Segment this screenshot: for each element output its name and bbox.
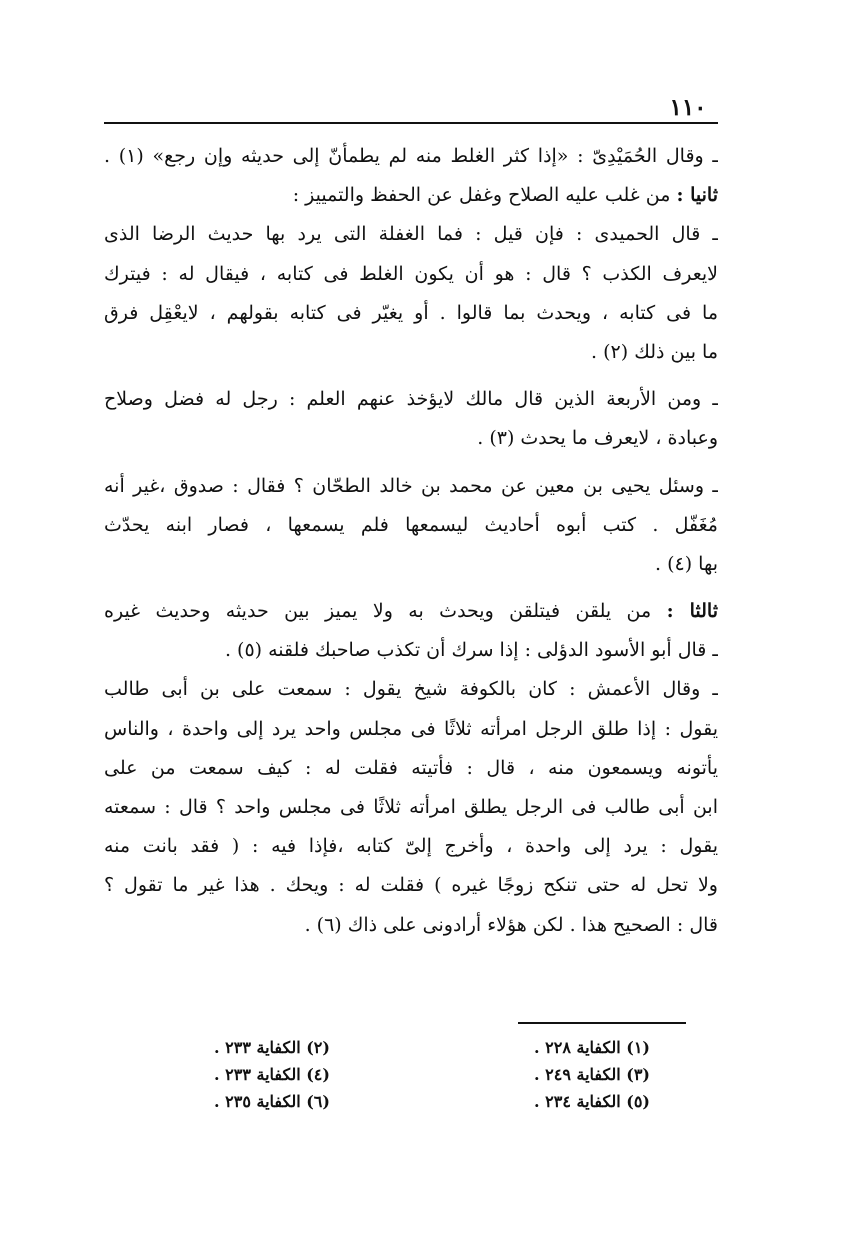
footnote-row xyxy=(214,1088,650,1115)
text-line: ـ ومن الأربعة الذين قال مالك لايؤخذ عنهم العلم : رجل له فضل وصلاح xyxy=(104,388,718,411)
footnote-5: (٥) الكفاية ٢٣٤ . xyxy=(534,1092,650,1111)
text-line: ـ وقال الأعمش : كان بالكوفة شيخ يقول : سمعت على بن أبى طالب xyxy=(104,678,718,701)
text-line: وعبادة ، لايعرف ما يحدث (٣) . xyxy=(477,427,718,450)
text-line: يقول : يرد إلى واحدة ، وأخرج إلىّ كتابه ،فإذا فيه : ( فقد بانت منه xyxy=(104,835,718,858)
footnote-2: (٢) الكفاية ٢٣٣ . xyxy=(214,1038,330,1057)
text-line: بها (٤) . xyxy=(654,552,718,575)
section-heading-second: ثانيا : من غلب عليه الصلاح وغفل عن الحفظ والتمييز : xyxy=(292,184,718,207)
footnote-1: (١) الكفاية ٢٢٨ . xyxy=(534,1038,650,1057)
text-line: يأتونه ويسمعون منه ، قال : فأتيته فقلت له : كيف سمعت من على xyxy=(104,756,718,779)
header-rule xyxy=(104,122,718,124)
footnote-row xyxy=(214,1034,650,1061)
text-line: ـ قال الحميدى : فإن قيل : فما الغفلة التى يرد بها حديث الرضا الذى xyxy=(104,223,718,246)
section-heading-third: ثالثا : من يلقن فيتلقن ويحدث به ولا يميز بين حديثه وحديث غيره xyxy=(104,600,718,623)
page-number: ١١٠ xyxy=(669,94,707,121)
section-heading-lead: ثالثا : xyxy=(666,600,718,623)
text-line: ـ وقال الحُمَيْدِىّ : «إذا كثر الغلط منه لم يطمأنّ إلى حديثه وإن رجع» (١) . xyxy=(104,145,718,167)
footnote-4: (٤) الكفاية ٢٣٣ . xyxy=(214,1065,330,1084)
text-line: قال : الصحيح هذا . لكن هؤلاء أرادونى على ذاك (٦) . xyxy=(304,913,718,936)
section-heading-lead: ثانيا : xyxy=(676,184,718,207)
footnote-row xyxy=(214,1061,650,1088)
text-line: ما فى كتابه ، ويحدث بما قالوا . أو يغيّر فى كتابه بقولهم ، لايعْقِل فرق xyxy=(104,301,718,324)
footnote-rule xyxy=(518,1022,686,1024)
footnote-6: (٦) الكفاية ٢٣٥ . xyxy=(214,1092,330,1111)
text-line: مُغَفّل . كتب أبوه أحاديث ليسمعها فلم يسمعها ، فصار ابنه يحدّث xyxy=(104,513,718,536)
text-line: ابن أبى طالب فى الرجل يطلق امرأته ثلاثًا فى مجلس واحد ؟ قال : سمعته xyxy=(104,796,718,818)
footnotes xyxy=(214,1034,650,1115)
main-text xyxy=(104,137,718,945)
text-line: ـ قال أبو الأسود الدؤلى : إذا سرك أن تكذب صاحبك فلقنه (٥) . xyxy=(224,639,718,662)
text-line: لايعرف الكذب ؟ قال : هو أن يكون الغلط فى كتابه ، فيقال له : فيترك xyxy=(104,262,718,285)
text-line: ما بين ذلك (٢) . xyxy=(591,340,718,363)
text-line: ولا تحل له حتى تنكح زوجًا غيره ) فقلت له : ويحك . هذا غير ما تقول ؟ xyxy=(104,874,718,897)
footnote-3: (٣) الكفاية ٢٤٩ . xyxy=(534,1065,650,1084)
text-line: ـ وسئل يحيى بن معين عن محمد بن خالد الطحّان ؟ فقال : صدوق ،غير أنه xyxy=(104,474,718,497)
text-line: يقول : إذا طلق الرجل امرأته ثلاثًا فى مجلس واحد يرد إلى واحدة ، والناس xyxy=(104,717,718,740)
